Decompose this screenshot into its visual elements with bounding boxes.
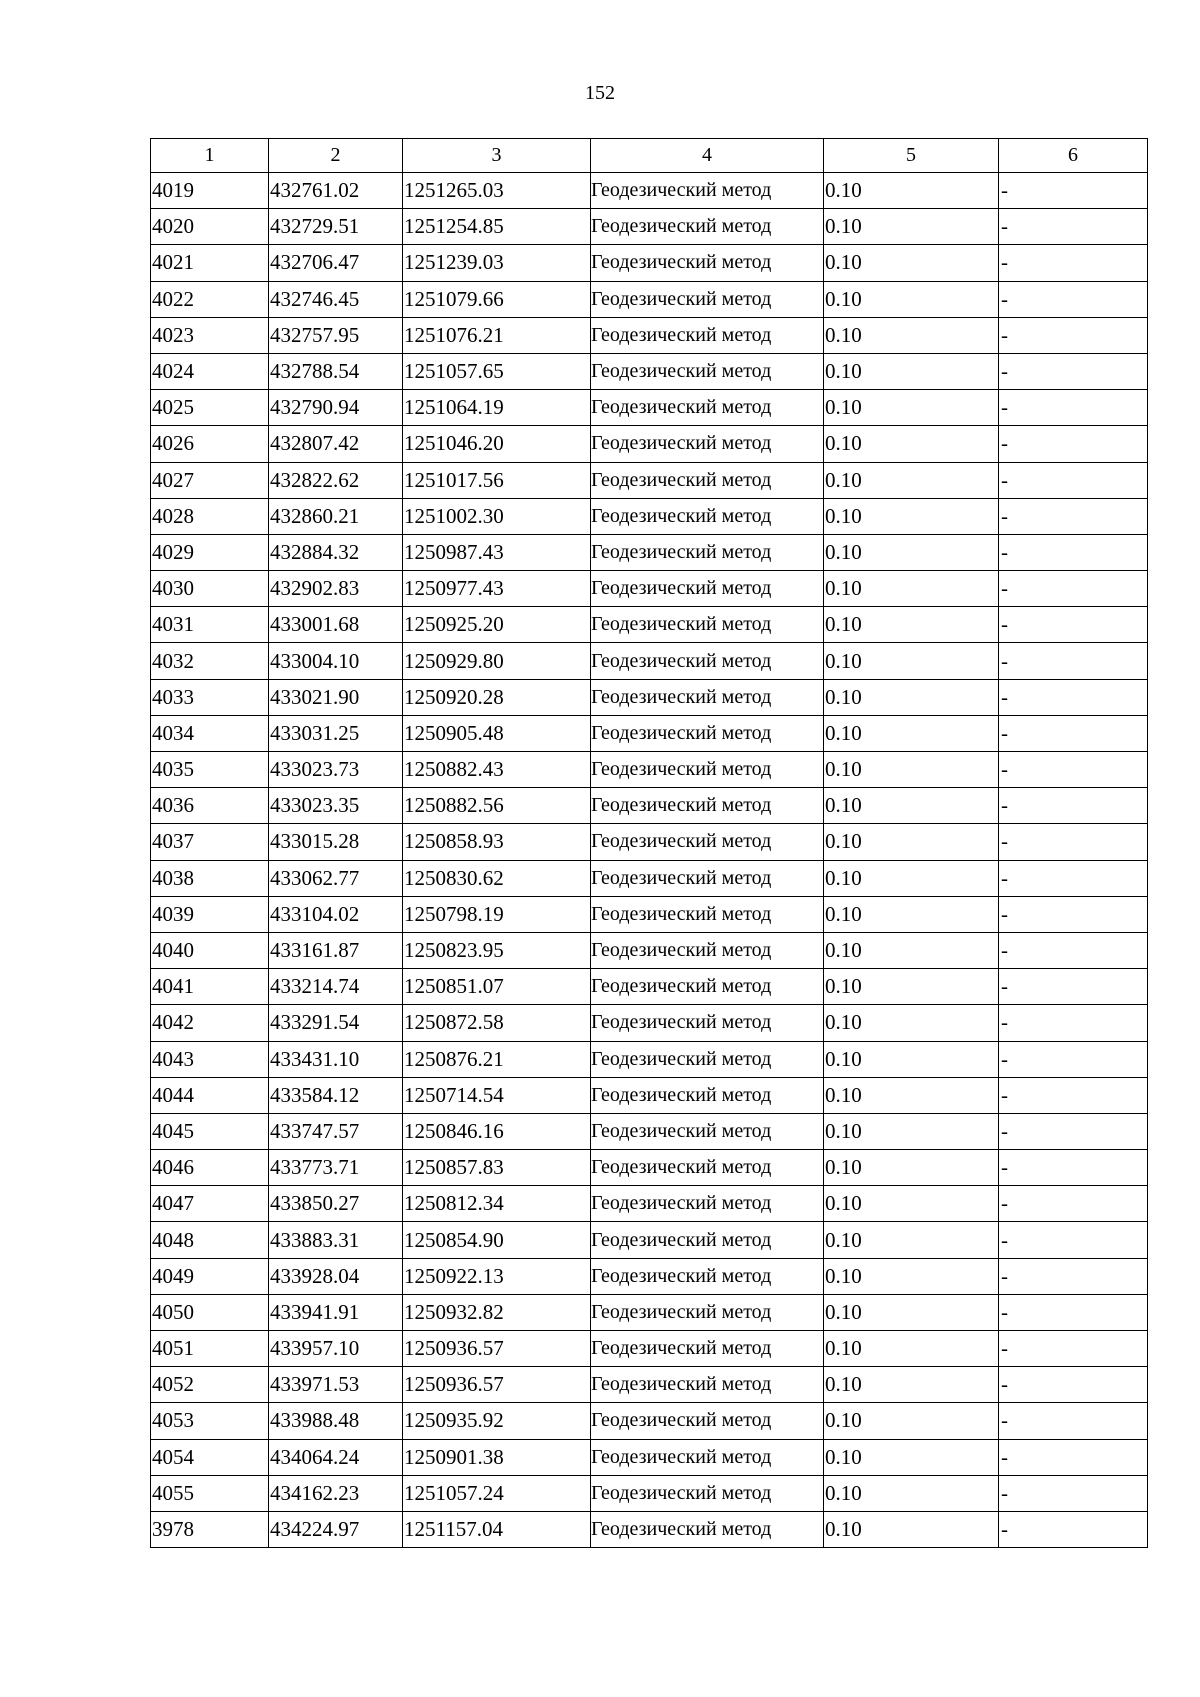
- accuracy-cell: 0.10: [824, 426, 999, 462]
- y-coordinate-cell: 1250876.21: [403, 1041, 591, 1077]
- point-number-cell: 4041: [151, 969, 269, 1005]
- point-number-cell: 4022: [151, 281, 269, 317]
- coordinates-table: [150, 138, 1148, 1548]
- accuracy-cell: 0.10: [824, 1186, 999, 1222]
- y-coordinate-cell: 1250854.90: [403, 1222, 591, 1258]
- table-row: [151, 1113, 1148, 1149]
- y-coordinate-cell: 1251057.24: [403, 1475, 591, 1511]
- y-coordinate-cell: 1250714.54: [403, 1077, 591, 1113]
- method-cell: Геодезический метод: [591, 1186, 824, 1222]
- method-cell: Геодезический метод: [591, 426, 824, 462]
- point-number-cell: 3978: [151, 1511, 269, 1547]
- note-cell: -: [999, 824, 1148, 860]
- accuracy-cell: 0.10: [824, 1005, 999, 1041]
- y-coordinate-cell: 1251046.20: [403, 426, 591, 462]
- point-number-cell: 4036: [151, 788, 269, 824]
- x-coordinate-cell: 433928.04: [269, 1258, 403, 1294]
- table-row: [151, 607, 1148, 643]
- point-number-cell: 4028: [151, 498, 269, 534]
- method-cell: Геодезический метод: [591, 932, 824, 968]
- note-cell: -: [999, 209, 1148, 245]
- table-row: [151, 498, 1148, 534]
- table-row: [151, 752, 1148, 788]
- y-coordinate-cell: 1251017.56: [403, 462, 591, 498]
- point-number-cell: 4038: [151, 860, 269, 896]
- x-coordinate-cell: 432790.94: [269, 390, 403, 426]
- note-cell: -: [999, 1258, 1148, 1294]
- point-number-cell: 4035: [151, 752, 269, 788]
- y-coordinate-cell: 1250857.83: [403, 1150, 591, 1186]
- method-cell: Геодезический метод: [591, 824, 824, 860]
- note-cell: -: [999, 788, 1148, 824]
- note-cell: -: [999, 245, 1148, 281]
- note-cell: -: [999, 1511, 1148, 1547]
- x-coordinate-cell: 432788.54: [269, 353, 403, 389]
- x-coordinate-cell: 432807.42: [269, 426, 403, 462]
- table-row: [151, 1367, 1148, 1403]
- table-row: [151, 1403, 1148, 1439]
- header-row: [151, 139, 1148, 173]
- y-coordinate-cell: 1250922.13: [403, 1258, 591, 1294]
- method-cell: Геодезический метод: [591, 1367, 824, 1403]
- point-number-cell: 4049: [151, 1258, 269, 1294]
- table-row: [151, 1186, 1148, 1222]
- table-row: [151, 969, 1148, 1005]
- point-number-cell: 4025: [151, 390, 269, 426]
- accuracy-cell: 0.10: [824, 317, 999, 353]
- accuracy-cell: 0.10: [824, 498, 999, 534]
- note-cell: -: [999, 752, 1148, 788]
- method-cell: Геодезический метод: [591, 1113, 824, 1149]
- point-number-cell: 4032: [151, 643, 269, 679]
- table-row: [151, 1150, 1148, 1186]
- table-row: [151, 209, 1148, 245]
- x-coordinate-cell: 433214.74: [269, 969, 403, 1005]
- y-coordinate-cell: 1250851.07: [403, 969, 591, 1005]
- method-cell: Геодезический метод: [591, 607, 824, 643]
- accuracy-cell: 0.10: [824, 1222, 999, 1258]
- x-coordinate-cell: 433941.91: [269, 1294, 403, 1330]
- x-coordinate-cell: 433031.25: [269, 715, 403, 751]
- x-coordinate-cell: 434162.23: [269, 1475, 403, 1511]
- x-coordinate-cell: 433988.48: [269, 1403, 403, 1439]
- x-coordinate-cell: 433957.10: [269, 1331, 403, 1367]
- accuracy-cell: 0.10: [824, 788, 999, 824]
- accuracy-cell: 0.10: [824, 860, 999, 896]
- method-cell: Геодезический метод: [591, 1294, 824, 1330]
- y-coordinate-cell: 1250798.19: [403, 896, 591, 932]
- x-coordinate-cell: 432902.83: [269, 571, 403, 607]
- accuracy-cell: 0.10: [824, 1403, 999, 1439]
- method-cell: Геодезический метод: [591, 1222, 824, 1258]
- y-coordinate-cell: 1251265.03: [403, 173, 591, 209]
- x-coordinate-cell: 434224.97: [269, 1511, 403, 1547]
- point-number-cell: 4040: [151, 932, 269, 968]
- note-cell: -: [999, 679, 1148, 715]
- table-row: [151, 860, 1148, 896]
- method-cell: Геодезический метод: [591, 1403, 824, 1439]
- y-coordinate-cell: 1250901.38: [403, 1439, 591, 1475]
- point-number-cell: 4020: [151, 209, 269, 245]
- table-row: [151, 1005, 1148, 1041]
- y-coordinate-cell: 1250812.34: [403, 1186, 591, 1222]
- point-number-cell: 4027: [151, 462, 269, 498]
- note-cell: -: [999, 607, 1148, 643]
- x-coordinate-cell: 433104.02: [269, 896, 403, 932]
- accuracy-cell: 0.10: [824, 1077, 999, 1113]
- point-number-cell: 4044: [151, 1077, 269, 1113]
- x-coordinate-cell: 433291.54: [269, 1005, 403, 1041]
- table-row: [151, 353, 1148, 389]
- note-cell: -: [999, 534, 1148, 570]
- accuracy-cell: 0.10: [824, 571, 999, 607]
- method-cell: Геодезический метод: [591, 860, 824, 896]
- method-cell: Геодезический метод: [591, 752, 824, 788]
- table-body: [151, 173, 1148, 1548]
- point-number-cell: 4048: [151, 1222, 269, 1258]
- x-coordinate-cell: 434064.24: [269, 1439, 403, 1475]
- accuracy-cell: 0.10: [824, 1041, 999, 1077]
- column-header-1: 1: [151, 139, 269, 173]
- table-row: [151, 390, 1148, 426]
- y-coordinate-cell: 1250925.20: [403, 607, 591, 643]
- method-cell: Геодезический метод: [591, 534, 824, 570]
- table-row: [151, 1331, 1148, 1367]
- note-cell: -: [999, 1222, 1148, 1258]
- table-row: [151, 245, 1148, 281]
- y-coordinate-cell: 1250929.80: [403, 643, 591, 679]
- column-header-5: 5: [824, 139, 999, 173]
- accuracy-cell: 0.10: [824, 752, 999, 788]
- column-header-3: 3: [403, 139, 591, 173]
- accuracy-cell: 0.10: [824, 1113, 999, 1149]
- point-number-cell: 4045: [151, 1113, 269, 1149]
- note-cell: -: [999, 1475, 1148, 1511]
- point-number-cell: 4031: [151, 607, 269, 643]
- table-row: [151, 462, 1148, 498]
- method-cell: Геодезический метод: [591, 173, 824, 209]
- method-cell: Геодезический метод: [591, 281, 824, 317]
- table-row: [151, 1258, 1148, 1294]
- point-number-cell: 4055: [151, 1475, 269, 1511]
- accuracy-cell: 0.10: [824, 932, 999, 968]
- note-cell: -: [999, 860, 1148, 896]
- note-cell: -: [999, 426, 1148, 462]
- method-cell: Геодезический метод: [591, 571, 824, 607]
- note-cell: -: [999, 1403, 1148, 1439]
- x-coordinate-cell: 433850.27: [269, 1186, 403, 1222]
- x-coordinate-cell: 433015.28: [269, 824, 403, 860]
- table-header: [151, 139, 1148, 173]
- y-coordinate-cell: 1250823.95: [403, 932, 591, 968]
- method-cell: Геодезический метод: [591, 209, 824, 245]
- x-coordinate-cell: 433584.12: [269, 1077, 403, 1113]
- table-row: [151, 932, 1148, 968]
- accuracy-cell: 0.10: [824, 1331, 999, 1367]
- point-number-cell: 4054: [151, 1439, 269, 1475]
- point-number-cell: 4046: [151, 1150, 269, 1186]
- x-coordinate-cell: 433431.10: [269, 1041, 403, 1077]
- table-row: [151, 1294, 1148, 1330]
- method-cell: Геодезический метод: [591, 1439, 824, 1475]
- column-header-4: 4: [591, 139, 824, 173]
- accuracy-cell: 0.10: [824, 1475, 999, 1511]
- y-coordinate-cell: 1251157.04: [403, 1511, 591, 1547]
- x-coordinate-cell: 433023.73: [269, 752, 403, 788]
- note-cell: -: [999, 896, 1148, 932]
- table-row: [151, 824, 1148, 860]
- method-cell: Геодезический метод: [591, 462, 824, 498]
- accuracy-cell: 0.10: [824, 353, 999, 389]
- note-cell: -: [999, 1294, 1148, 1330]
- table-row: [151, 1439, 1148, 1475]
- note-cell: -: [999, 1077, 1148, 1113]
- accuracy-cell: 0.10: [824, 1367, 999, 1403]
- note-cell: -: [999, 1367, 1148, 1403]
- note-cell: -: [999, 1041, 1148, 1077]
- accuracy-cell: 0.10: [824, 390, 999, 426]
- point-number-cell: 4029: [151, 534, 269, 570]
- x-coordinate-cell: 432746.45: [269, 281, 403, 317]
- x-coordinate-cell: 433023.35: [269, 788, 403, 824]
- method-cell: Геодезический метод: [591, 643, 824, 679]
- method-cell: Геодезический метод: [591, 1475, 824, 1511]
- x-coordinate-cell: 433883.31: [269, 1222, 403, 1258]
- accuracy-cell: 0.10: [824, 534, 999, 570]
- y-coordinate-cell: 1251002.30: [403, 498, 591, 534]
- method-cell: Геодезический метод: [591, 896, 824, 932]
- accuracy-cell: 0.10: [824, 607, 999, 643]
- accuracy-cell: 0.10: [824, 896, 999, 932]
- note-cell: -: [999, 1150, 1148, 1186]
- table-row: [151, 1475, 1148, 1511]
- point-number-cell: 4039: [151, 896, 269, 932]
- note-cell: -: [999, 1331, 1148, 1367]
- y-coordinate-cell: 1250987.43: [403, 534, 591, 570]
- note-cell: -: [999, 317, 1148, 353]
- accuracy-cell: 0.10: [824, 281, 999, 317]
- method-cell: Геодезический метод: [591, 1258, 824, 1294]
- note-cell: -: [999, 969, 1148, 1005]
- x-coordinate-cell: 432706.47: [269, 245, 403, 281]
- x-coordinate-cell: 433747.57: [269, 1113, 403, 1149]
- table-row: [151, 715, 1148, 751]
- note-cell: -: [999, 715, 1148, 751]
- method-cell: Геодезический метод: [591, 715, 824, 751]
- x-coordinate-cell: 432822.62: [269, 462, 403, 498]
- accuracy-cell: 0.10: [824, 969, 999, 1005]
- x-coordinate-cell: 432761.02: [269, 173, 403, 209]
- y-coordinate-cell: 1250936.57: [403, 1331, 591, 1367]
- x-coordinate-cell: 432860.21: [269, 498, 403, 534]
- table-row: [151, 534, 1148, 570]
- table-row: [151, 317, 1148, 353]
- method-cell: Геодезический метод: [591, 1077, 824, 1113]
- note-cell: -: [999, 1113, 1148, 1149]
- y-coordinate-cell: 1251057.65: [403, 353, 591, 389]
- x-coordinate-cell: 432884.32: [269, 534, 403, 570]
- y-coordinate-cell: 1251079.66: [403, 281, 591, 317]
- accuracy-cell: 0.10: [824, 824, 999, 860]
- point-number-cell: 4023: [151, 317, 269, 353]
- y-coordinate-cell: 1251239.03: [403, 245, 591, 281]
- point-number-cell: 4053: [151, 1403, 269, 1439]
- method-cell: Геодезический метод: [591, 679, 824, 715]
- note-cell: -: [999, 281, 1148, 317]
- y-coordinate-cell: 1250846.16: [403, 1113, 591, 1149]
- point-number-cell: 4033: [151, 679, 269, 715]
- point-number-cell: 4030: [151, 571, 269, 607]
- y-coordinate-cell: 1251076.21: [403, 317, 591, 353]
- point-number-cell: 4037: [151, 824, 269, 860]
- y-coordinate-cell: 1250830.62: [403, 860, 591, 896]
- x-coordinate-cell: 432757.95: [269, 317, 403, 353]
- accuracy-cell: 0.10: [824, 245, 999, 281]
- point-number-cell: 4026: [151, 426, 269, 462]
- x-coordinate-cell: 433001.68: [269, 607, 403, 643]
- method-cell: Геодезический метод: [591, 1511, 824, 1547]
- method-cell: Геодезический метод: [591, 1005, 824, 1041]
- accuracy-cell: 0.10: [824, 462, 999, 498]
- table-row: [151, 788, 1148, 824]
- y-coordinate-cell: 1251064.19: [403, 390, 591, 426]
- method-cell: Геодезический метод: [591, 788, 824, 824]
- table-row: [151, 571, 1148, 607]
- table-row: [151, 426, 1148, 462]
- y-coordinate-cell: 1250882.43: [403, 752, 591, 788]
- note-cell: -: [999, 390, 1148, 426]
- point-number-cell: 4042: [151, 1005, 269, 1041]
- accuracy-cell: 0.10: [824, 209, 999, 245]
- column-header-6: 6: [999, 139, 1148, 173]
- note-cell: -: [999, 462, 1148, 498]
- y-coordinate-cell: 1250920.28: [403, 679, 591, 715]
- point-number-cell: 4034: [151, 715, 269, 751]
- column-header-2: 2: [269, 139, 403, 173]
- note-cell: -: [999, 643, 1148, 679]
- method-cell: Геодезический метод: [591, 1331, 824, 1367]
- point-number-cell: 4021: [151, 245, 269, 281]
- point-number-cell: 4047: [151, 1186, 269, 1222]
- note-cell: -: [999, 1005, 1148, 1041]
- note-cell: -: [999, 932, 1148, 968]
- point-number-cell: 4019: [151, 173, 269, 209]
- accuracy-cell: 0.10: [824, 1511, 999, 1547]
- note-cell: -: [999, 498, 1148, 534]
- accuracy-cell: 0.10: [824, 1294, 999, 1330]
- method-cell: Геодезический метод: [591, 353, 824, 389]
- y-coordinate-cell: 1250935.92: [403, 1403, 591, 1439]
- method-cell: Геодезический метод: [591, 969, 824, 1005]
- point-number-cell: 4050: [151, 1294, 269, 1330]
- table-row: [151, 1222, 1148, 1258]
- y-coordinate-cell: 1250936.57: [403, 1367, 591, 1403]
- point-number-cell: 4051: [151, 1331, 269, 1367]
- point-number-cell: 4052: [151, 1367, 269, 1403]
- x-coordinate-cell: 433971.53: [269, 1367, 403, 1403]
- note-cell: -: [999, 173, 1148, 209]
- method-cell: Геодезический метод: [591, 1150, 824, 1186]
- page-number: 152: [585, 82, 615, 104]
- note-cell: -: [999, 1186, 1148, 1222]
- table-row: [151, 173, 1148, 209]
- y-coordinate-cell: 1250977.43: [403, 571, 591, 607]
- accuracy-cell: 0.10: [824, 173, 999, 209]
- table-row: [151, 1511, 1148, 1547]
- method-cell: Геодезический метод: [591, 390, 824, 426]
- note-cell: -: [999, 1439, 1148, 1475]
- accuracy-cell: 0.10: [824, 679, 999, 715]
- table-row: [151, 643, 1148, 679]
- x-coordinate-cell: 433004.10: [269, 643, 403, 679]
- point-number-cell: 4024: [151, 353, 269, 389]
- x-coordinate-cell: 432729.51: [269, 209, 403, 245]
- x-coordinate-cell: 433161.87: [269, 932, 403, 968]
- y-coordinate-cell: 1250932.82: [403, 1294, 591, 1330]
- table-row: [151, 281, 1148, 317]
- method-cell: Геодезический метод: [591, 1041, 824, 1077]
- table-row: [151, 896, 1148, 932]
- accuracy-cell: 0.10: [824, 1150, 999, 1186]
- accuracy-cell: 0.10: [824, 643, 999, 679]
- x-coordinate-cell: 433773.71: [269, 1150, 403, 1186]
- accuracy-cell: 0.10: [824, 1258, 999, 1294]
- y-coordinate-cell: 1250872.58: [403, 1005, 591, 1041]
- y-coordinate-cell: 1250905.48: [403, 715, 591, 751]
- point-number-cell: 4043: [151, 1041, 269, 1077]
- accuracy-cell: 0.10: [824, 1439, 999, 1475]
- method-cell: Геодезический метод: [591, 245, 824, 281]
- y-coordinate-cell: 1250882.56: [403, 788, 591, 824]
- x-coordinate-cell: 433062.77: [269, 860, 403, 896]
- table-row: [151, 1077, 1148, 1113]
- note-cell: -: [999, 353, 1148, 389]
- table-row: [151, 1041, 1148, 1077]
- y-coordinate-cell: 1251254.85: [403, 209, 591, 245]
- table-row: [151, 679, 1148, 715]
- y-coordinate-cell: 1250858.93: [403, 824, 591, 860]
- note-cell: -: [999, 571, 1148, 607]
- accuracy-cell: 0.10: [824, 715, 999, 751]
- method-cell: Геодезический метод: [591, 317, 824, 353]
- x-coordinate-cell: 433021.90: [269, 679, 403, 715]
- method-cell: Геодезический метод: [591, 498, 824, 534]
